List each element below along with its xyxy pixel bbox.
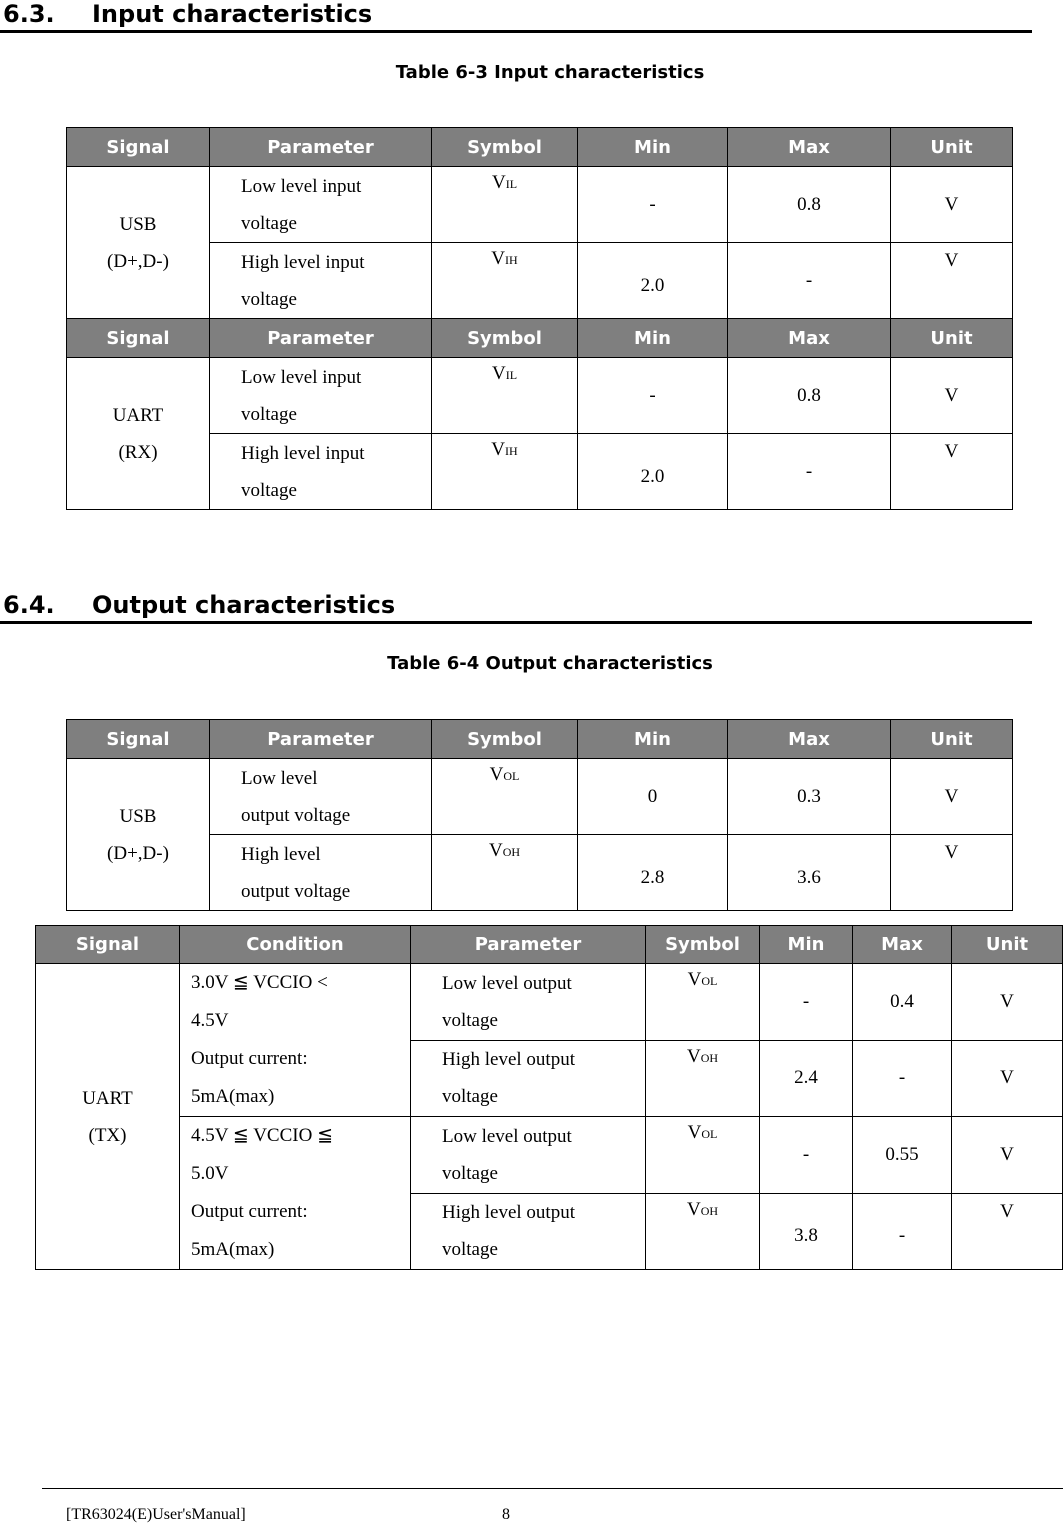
- section-6-3-heading: [0, 0, 1032, 33]
- footer-page-number: 8: [502, 1506, 510, 1523]
- section-title: Output characteristics: [92, 591, 396, 619]
- section-title: Input characteristics: [92, 0, 373, 28]
- header-parameter: Parameter: [210, 128, 432, 167]
- header-symbol: Symbol: [432, 720, 578, 759]
- symbol-cell: VOH: [646, 1040, 760, 1117]
- max-cell: 0.8: [728, 167, 891, 243]
- condition-cell: 3.0V ≦ VCCIO < 4.5V Output current: 5mA(max): [180, 964, 411, 1117]
- header-symbol: Symbol: [432, 128, 578, 167]
- header-max: Max: [728, 720, 891, 759]
- header-unit: Unit: [891, 319, 1013, 358]
- footer-divider: [42, 1488, 1063, 1489]
- section-number: 6.3.: [3, 0, 55, 28]
- parameter-cell: Low level input voltage: [210, 167, 432, 243]
- unit-cell: V: [952, 1193, 1063, 1270]
- header-signal: Signal: [67, 319, 210, 358]
- unit-cell: V: [891, 358, 1013, 434]
- symbol-cell: VIH: [432, 434, 578, 510]
- symbol-cell: VOL: [646, 964, 760, 1041]
- min-cell: 2.0: [578, 243, 728, 319]
- parameter-cell: High level input voltage: [210, 434, 432, 510]
- header-symbol: Symbol: [432, 319, 578, 358]
- max-cell: -: [853, 1040, 952, 1117]
- section-number: 6.4.: [3, 591, 55, 619]
- input-characteristics-table: [66, 127, 1013, 510]
- min-cell: 2.4: [760, 1040, 853, 1117]
- header-min: Min: [578, 319, 728, 358]
- header-unit: Unit: [952, 926, 1063, 964]
- symbol-cell: VOL: [432, 759, 578, 835]
- header-min: Min: [760, 926, 853, 964]
- table-row: [67, 358, 1013, 434]
- parameter-cell: High level output voltage: [411, 1040, 646, 1117]
- min-cell: 2.8: [578, 835, 728, 911]
- section-6-4-heading: [0, 591, 1032, 624]
- unit-cell: V: [891, 243, 1013, 319]
- table-row: [67, 759, 1013, 835]
- header-min: Min: [578, 128, 728, 167]
- max-cell: 0.55: [853, 1117, 952, 1194]
- output-uart-table: [35, 925, 1063, 1270]
- output-usb-table: [66, 719, 1013, 911]
- unit-cell: V: [952, 1040, 1063, 1117]
- table-row: [67, 167, 1013, 243]
- min-cell: 2.0: [578, 434, 728, 510]
- table-row: [36, 964, 1063, 1041]
- parameter-cell: High level input voltage: [210, 243, 432, 319]
- table-header-row: [67, 128, 1013, 167]
- max-cell: 0.4: [853, 964, 952, 1041]
- max-cell: 0.8: [728, 358, 891, 434]
- table-row: [36, 1117, 1063, 1194]
- table-6-3-caption: Table 6-3 Input characteristics: [395, 62, 705, 83]
- symbol-cell: VOH: [646, 1193, 760, 1270]
- header-condition: Condition: [180, 926, 411, 964]
- parameter-cell: Low level output voltage: [210, 759, 432, 835]
- max-cell: 3.6: [728, 835, 891, 911]
- parameter-cell: Low level output voltage: [411, 1117, 646, 1194]
- min-cell: 3.8: [760, 1193, 853, 1270]
- max-cell: 0.3: [728, 759, 891, 835]
- signal-cell: UART (RX): [67, 358, 210, 510]
- header-signal: Signal: [67, 128, 210, 167]
- symbol-cell: VIL: [432, 358, 578, 434]
- signal-cell: UART (TX): [36, 964, 180, 1270]
- parameter-cell: Low level input voltage: [210, 358, 432, 434]
- header-parameter: Parameter: [210, 319, 432, 358]
- footer-manual-name: [TR63024(E)User'sManual]: [66, 1506, 246, 1523]
- signal-cell: USB (D+,D-): [67, 167, 210, 319]
- symbol-cell: VIL: [432, 167, 578, 243]
- unit-cell: V: [952, 964, 1063, 1041]
- min-cell: -: [578, 358, 728, 434]
- min-cell: -: [760, 964, 853, 1041]
- parameter-cell: High level output voltage: [210, 835, 432, 911]
- parameter-cell: High level output voltage: [411, 1193, 646, 1270]
- header-max: Max: [728, 319, 891, 358]
- min-cell: -: [760, 1117, 853, 1194]
- parameter-cell: Low level output voltage: [411, 964, 646, 1041]
- unit-cell: V: [891, 759, 1013, 835]
- header-max: Max: [728, 128, 891, 167]
- header-min: Min: [578, 720, 728, 759]
- symbol-cell: VOL: [646, 1117, 760, 1194]
- max-cell: -: [728, 434, 891, 510]
- header-symbol: Symbol: [646, 926, 760, 964]
- unit-cell: V: [891, 835, 1013, 911]
- max-cell: -: [853, 1193, 952, 1270]
- min-cell: 0: [578, 759, 728, 835]
- header-signal: Signal: [36, 926, 180, 964]
- symbol-cell: VIH: [432, 243, 578, 319]
- table-header-row: [67, 720, 1013, 759]
- header-unit: Unit: [891, 720, 1013, 759]
- signal-cell: USB (D+,D-): [67, 759, 210, 911]
- header-parameter: Parameter: [210, 720, 432, 759]
- header-unit: Unit: [891, 128, 1013, 167]
- condition-cell: 4.5V ≦ VCCIO ≦ 5.0V Output current: 5mA(max): [180, 1117, 411, 1270]
- header-parameter: Parameter: [411, 926, 646, 964]
- table-header-row: [36, 926, 1063, 964]
- unit-cell: V: [952, 1117, 1063, 1194]
- table-header-row: [67, 319, 1013, 358]
- symbol-cell: VOH: [432, 835, 578, 911]
- min-cell: -: [578, 167, 728, 243]
- max-cell: -: [728, 243, 891, 319]
- table-6-4-caption: Table 6-4 Output characteristics: [387, 653, 713, 674]
- unit-cell: V: [891, 434, 1013, 510]
- header-signal: Signal: [67, 720, 210, 759]
- unit-cell: V: [891, 167, 1013, 243]
- header-max: Max: [853, 926, 952, 964]
